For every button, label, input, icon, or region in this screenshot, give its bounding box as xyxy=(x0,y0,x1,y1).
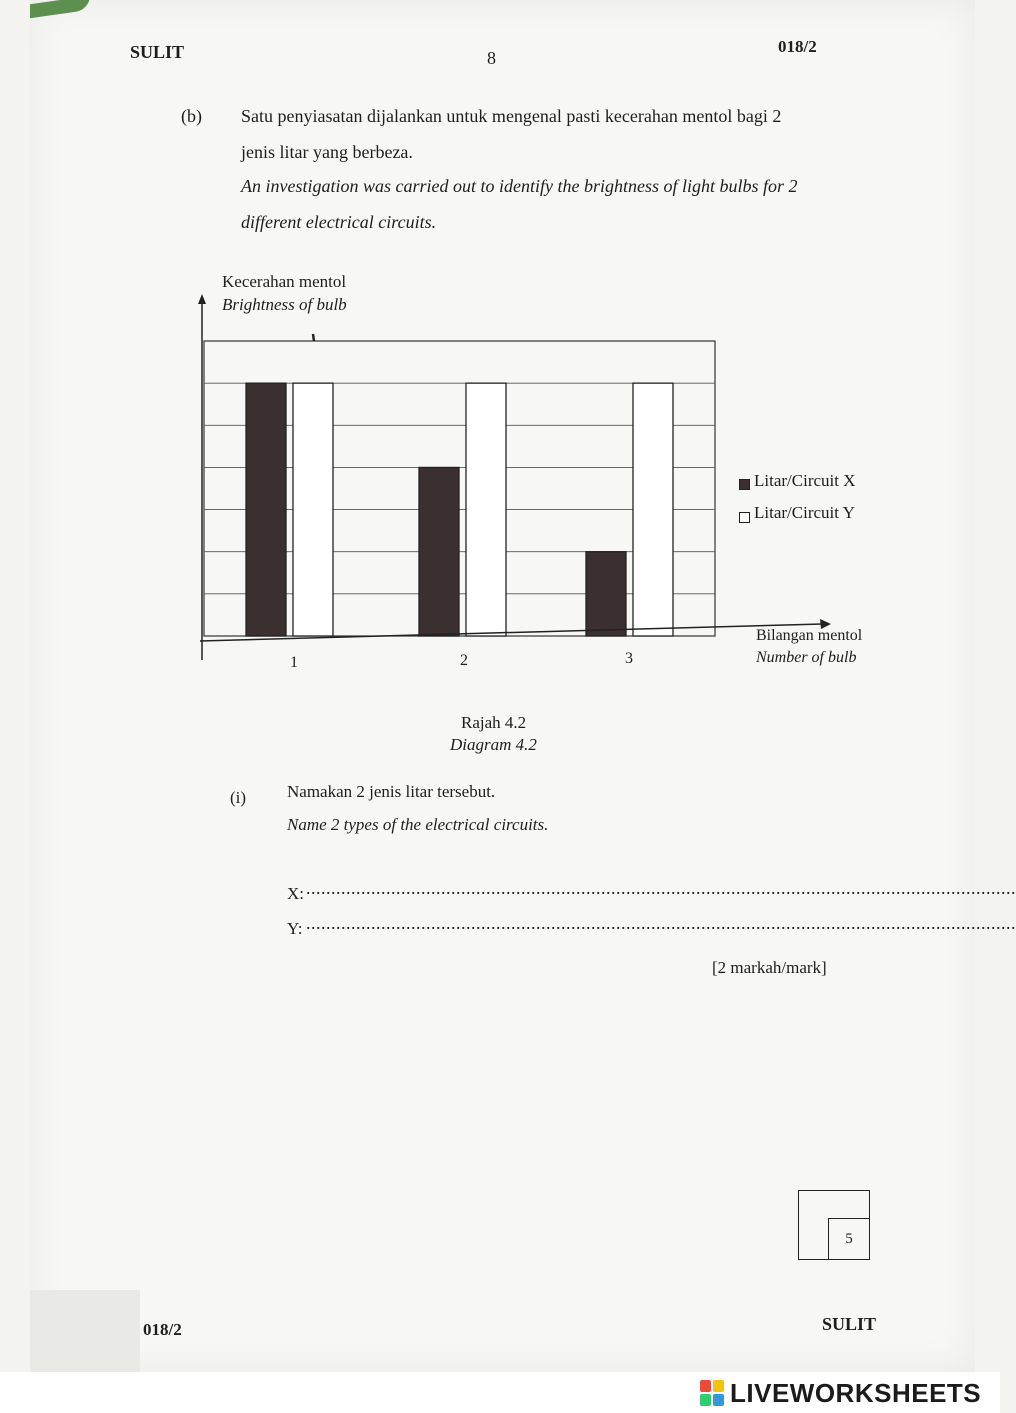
bar-circuit-y-1 xyxy=(293,383,333,636)
page-number: 8 xyxy=(487,48,496,68)
x-tick-label: 3 xyxy=(625,650,633,667)
diagram-caption-english: Diagram 4.2 xyxy=(450,735,537,754)
question-malay-line-2: jenis litar yang berbeza. xyxy=(241,142,413,162)
y-axis-arrow xyxy=(198,294,206,304)
question-english-line-1: An investigation was carried out to identify the brightness of light bulbs for 2 xyxy=(241,176,798,196)
bar-chart xyxy=(190,268,890,688)
bar-circuit-y-3 xyxy=(633,383,673,636)
liveworksheets-wordmark: LIVEWORKSHEETS xyxy=(730,1377,982,1408)
x-axis-label-malay: Bilangan mentol xyxy=(756,627,863,644)
question-english-line-2: different electrical circuits. xyxy=(241,212,437,232)
legend-label-circuit-y: Litar/Circuit Y xyxy=(754,503,855,522)
score-box: 5 xyxy=(828,1218,870,1260)
footer-sulit: SULIT xyxy=(822,1314,877,1334)
answer-x-label: X: xyxy=(287,884,304,903)
x-axis-label-english: Number of bulb xyxy=(756,649,857,666)
y-axis-label-english: Brightness of bulb xyxy=(222,295,347,314)
liveworksheets-logo[interactable] xyxy=(700,1378,981,1408)
footer-code: 018/2 xyxy=(143,1320,182,1339)
legend-label-circuit-x: Litar/Circuit X xyxy=(754,471,856,490)
answer-y-label: Y: xyxy=(287,919,303,938)
answer-x-line[interactable]: .............................................................................................................................................. xyxy=(306,878,1016,898)
x-tick-label: 2 xyxy=(460,652,468,669)
subquestion-malay: Namakan 2 jenis litar tersebut. xyxy=(287,782,496,801)
header-sulit: SULIT xyxy=(130,42,185,62)
bar-circuit-x-1 xyxy=(246,383,286,636)
question-part-label: (b) xyxy=(181,106,202,126)
question-malay-line-1: Satu penyiasatan dijalankan untuk mengenal pasti kecerahan mentol bagi 2 xyxy=(241,106,782,126)
subquestion-english: Name 2 types of the electrical circuits. xyxy=(287,815,549,834)
y-axis-label-malay: Kecerahan mentol xyxy=(222,272,347,291)
bar-circuit-x-2 xyxy=(419,467,459,636)
legend-swatch-circuit-y xyxy=(739,512,750,523)
page-corner-shadow xyxy=(30,1290,140,1372)
marks-label: [2 markah/mark] xyxy=(712,958,827,977)
x-tick-label: 1 xyxy=(290,654,298,671)
diagram-caption-malay: Rajah 4.2 xyxy=(461,713,527,732)
subquestion-number: (i) xyxy=(230,788,247,807)
answer-y-line[interactable]: .............................................................................................................................................. xyxy=(306,913,1016,933)
legend-swatch-circuit-x xyxy=(739,479,750,490)
bar-circuit-y-2 xyxy=(466,383,506,636)
bar-circuit-x-3 xyxy=(586,552,626,636)
header-code: 018/2 xyxy=(778,37,817,56)
liveworksheets-icon xyxy=(700,1380,724,1406)
pen-mark xyxy=(313,334,314,341)
